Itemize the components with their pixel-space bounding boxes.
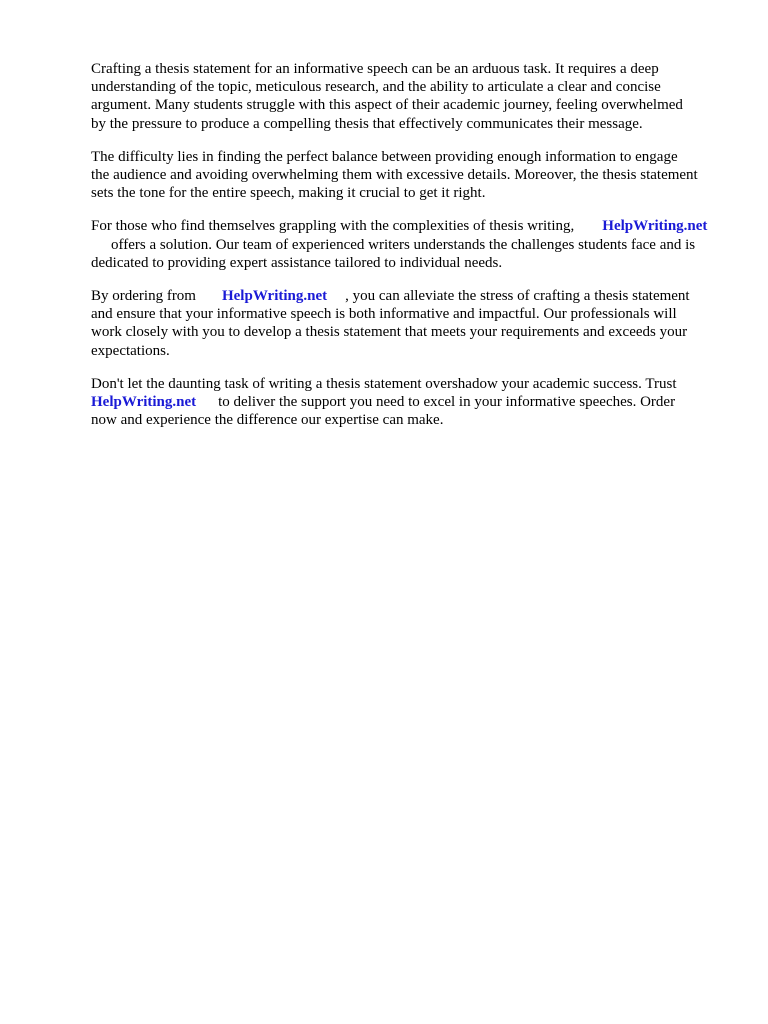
- text-line: and ensure that your informative speech is both informative and impactful. Our professionals will: [91, 306, 677, 323]
- text-line: the audience and avoiding overwhelming them with excessive details. Moreover, the thesis statement: [91, 167, 698, 184]
- text-line: dedicated to providing expert assistance tailored to individual needs.: [91, 254, 503, 271]
- text-line: [91, 287, 731, 305]
- text-line: The difficulty lies in finding the perfect balance between providing enough information to engage: [91, 148, 678, 165]
- text-span: By ordering from: [91, 288, 196, 305]
- helpwriting-link[interactable]: HelpWriting.net: [221, 288, 328, 305]
- document-page: [91, 60, 731, 444]
- paragraph-closing: [91, 375, 731, 430]
- text-span: , you can alleviate the stress of crafting a thesis statement: [345, 288, 690, 305]
- text-span: offers a solution. Our team of experienced writers understands the challenges students face and is: [111, 236, 696, 253]
- helpwriting-link[interactable]: HelpWriting.net: [602, 218, 708, 235]
- text-line: argument. Many students struggle with this aspect of their academic journey, feeling overwhelmed: [91, 97, 683, 114]
- paragraph-intro: [91, 60, 731, 133]
- text-line: [91, 217, 731, 235]
- helpwriting-link[interactable]: HelpWriting.net: [91, 394, 197, 411]
- text-line: Don't let the daunting task of writing a thesis statement overshadow your academic success. Trust: [91, 375, 677, 392]
- text-line: [91, 236, 731, 254]
- paragraph-ordering: [91, 287, 731, 360]
- text-line: Crafting a thesis statement for an informative speech can be an arduous task. It requires a deep: [91, 61, 659, 77]
- text-span: For those who find themselves grappling with the complexities of thesis writing,: [91, 218, 575, 235]
- paragraph-difficulty: [91, 148, 731, 203]
- text-line: expectations.: [91, 342, 170, 359]
- text-line: work closely with you to develop a thesis statement that meets your requirements and exceeds your: [91, 324, 688, 341]
- text-span: to deliver the support you need to excel in your informative speeches. Order: [218, 394, 676, 411]
- text-line: understanding of the topic, meticulous research, and the ability to articulate a clear and concise: [91, 79, 661, 96]
- text-line: by the pressure to produce a compelling thesis that effectively communicates their message.: [91, 115, 643, 132]
- text-line: [91, 393, 731, 411]
- paragraph-solution: [91, 217, 731, 272]
- text-line: now and experience the difference our expertise can make.: [91, 412, 444, 429]
- text-line: sets the tone for the entire speech, making it crucial to get it right.: [91, 185, 486, 202]
